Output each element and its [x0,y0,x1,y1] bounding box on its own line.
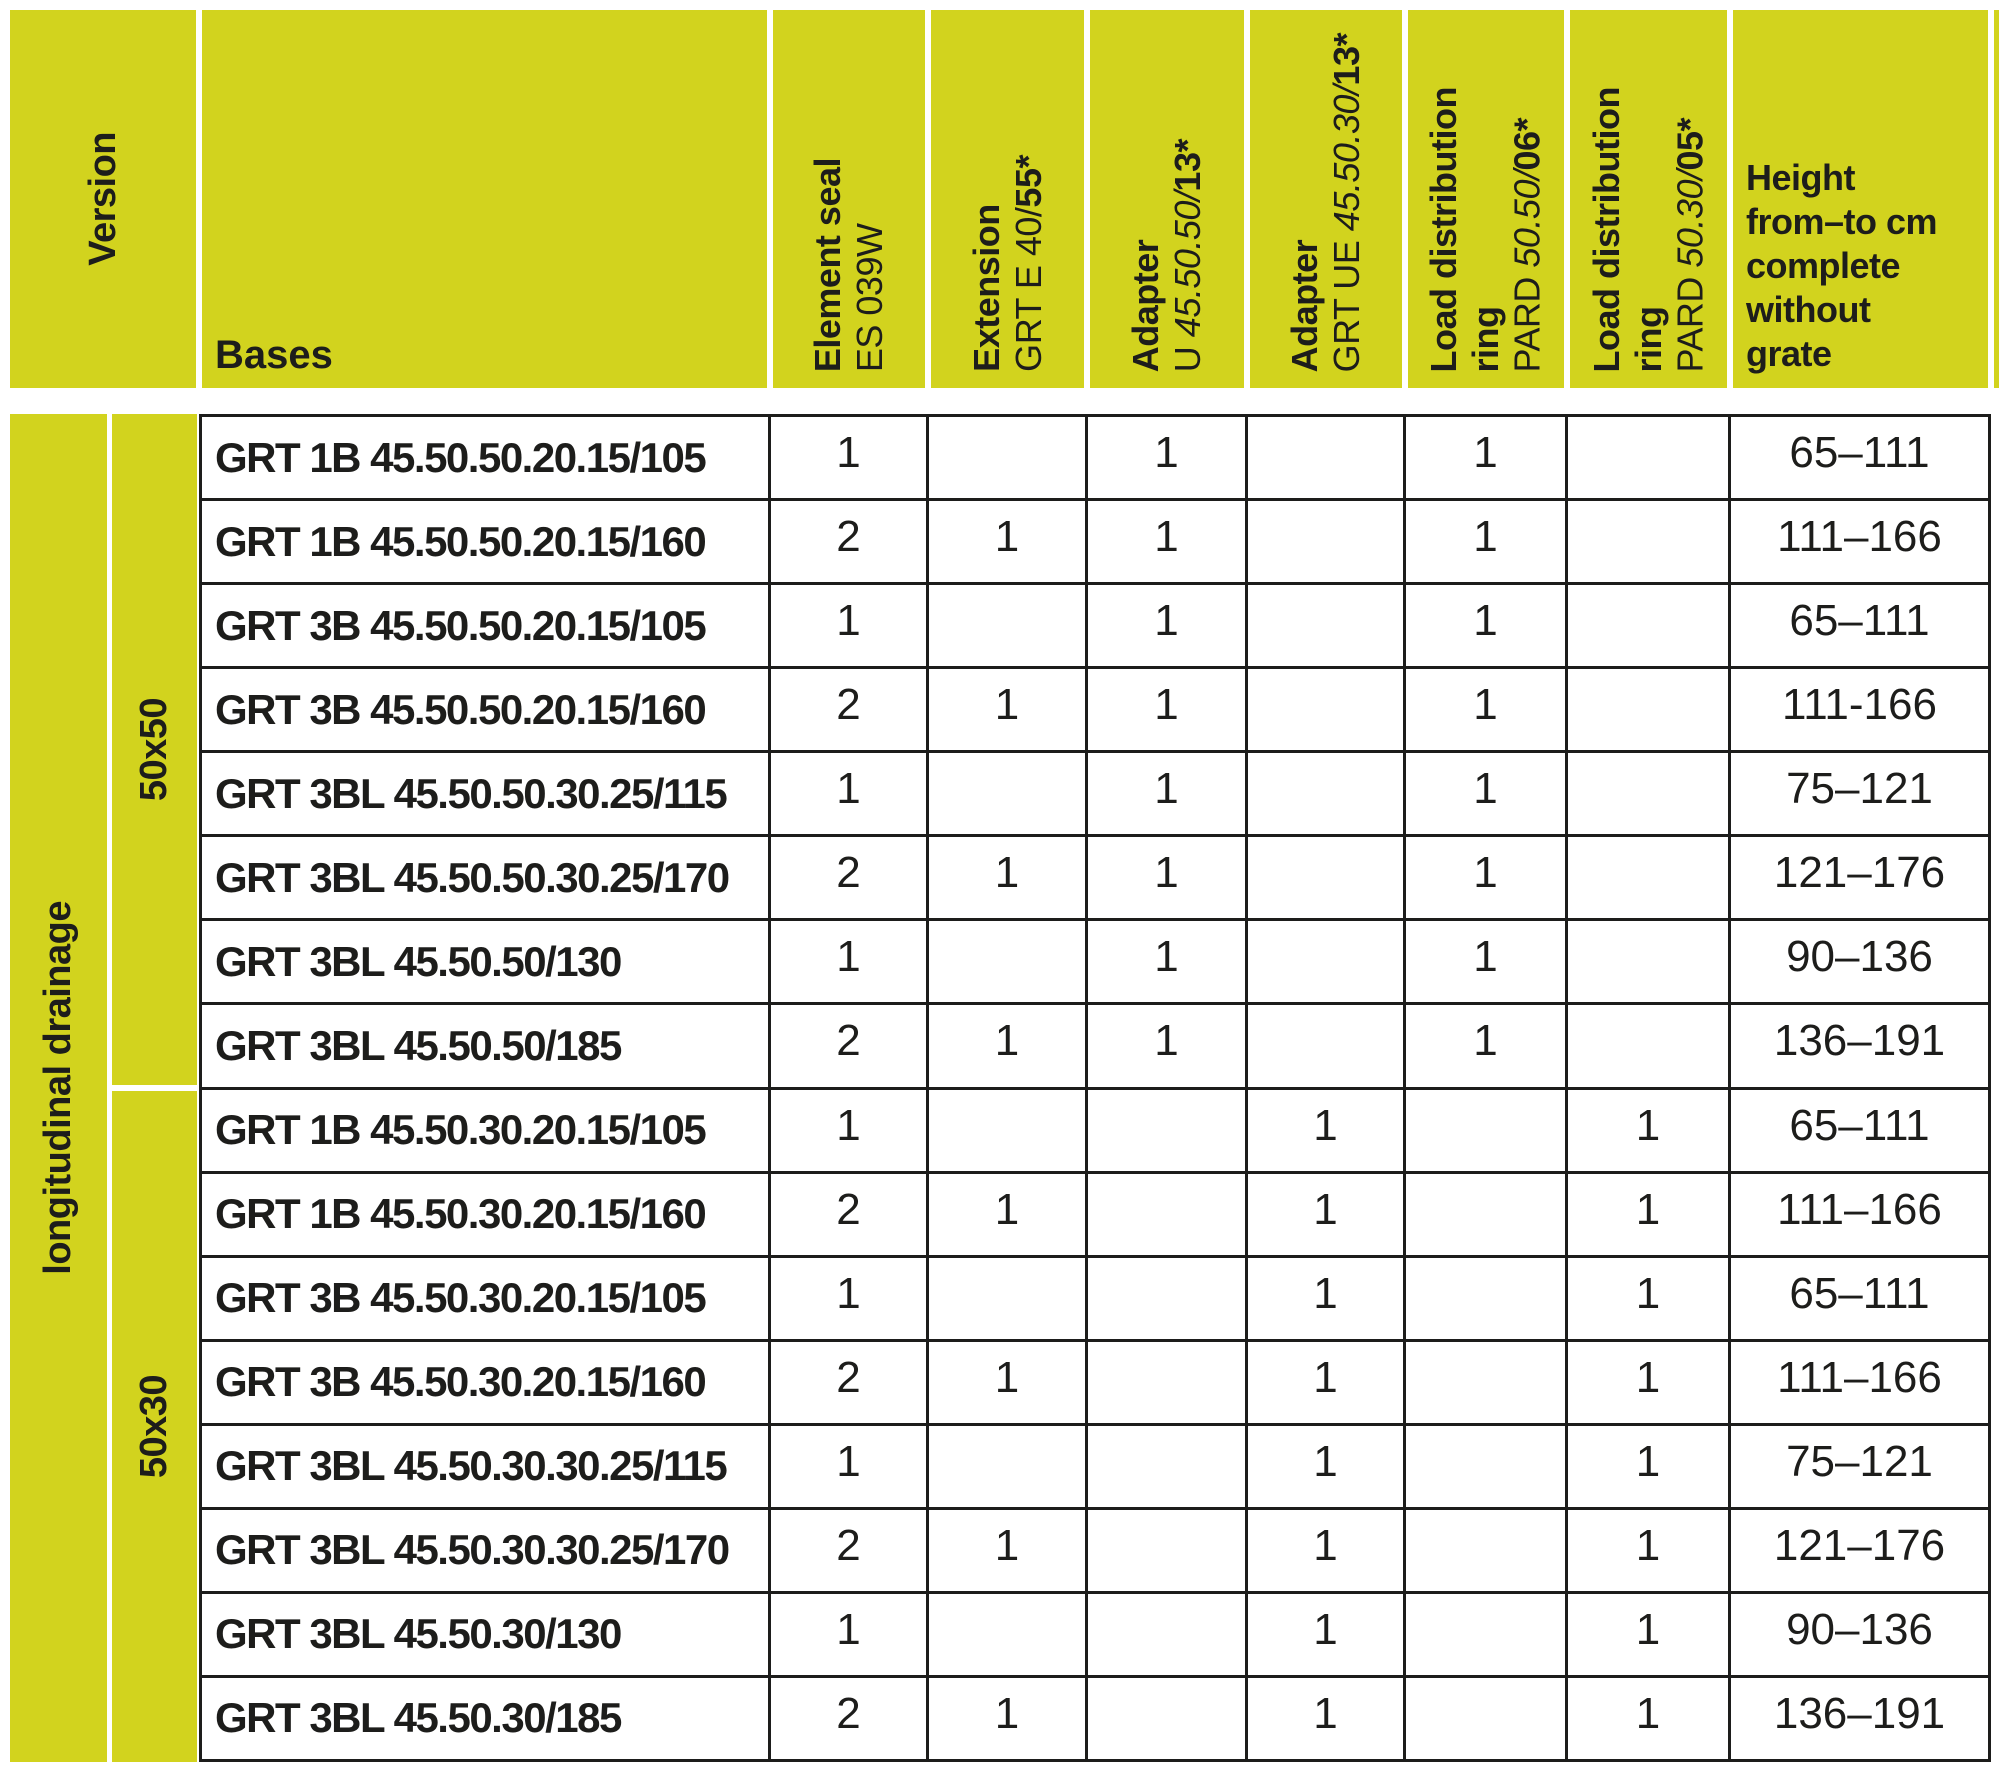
column-header-element-seal [773,10,925,388]
element-seal-qty-cell: 2 [771,669,926,750]
adapter-ue-qty-cell: 1 [1248,1258,1403,1339]
height-range-cell: 121–176 [1731,837,1988,918]
adapter-ue-qty-cell [1248,417,1403,498]
load-ring-5050-qty-cell [1406,1594,1565,1675]
extension-qty-cell [929,1090,1085,1171]
load-ring-5030-qty-cell [1568,921,1728,1002]
element-seal-qty-cell: 1 [771,1258,926,1339]
bases-cell: GRT 3BL 45.50.30.30.25/115 [202,1426,768,1507]
adapter-ue-qty-cell: 1 [1248,1342,1403,1423]
column-header-adapter-ue [1250,10,1402,388]
element-seal-label: Element seal ES 039W [807,157,890,372]
column-header-load-ring-5050 [1408,10,1564,388]
adapter-u-qty-cell [1088,1678,1245,1759]
product-table [199,414,1991,1762]
adapter-u-qty-cell [1088,1426,1245,1507]
load-ring-5030-qty-cell: 1 [1568,1426,1728,1507]
element-seal-qty-cell: 1 [771,921,926,1002]
element-seal-qty-cell: 2 [771,1678,926,1759]
bases-cell: GRT 1B 45.50.30.20.15/105 [202,1090,768,1171]
adapter-u-qty-cell: 1 [1088,417,1245,498]
bases-cell: GRT 1B 45.50.50.20.15/105 [202,417,768,498]
adapter-u-qty-cell [1088,1258,1245,1339]
height-range-cell: 65–111 [1731,585,1988,666]
bases-header-cell [202,10,767,388]
bases-cell: GRT 3BL 45.50.50.30.25/115 [202,753,768,834]
bases-cell: GRT 3BL 45.50.50/130 [202,921,768,1002]
element-seal-qty-cell: 2 [771,837,926,918]
load-ring-5050-qty-cell [1406,1258,1565,1339]
column-header-height [1733,10,1988,388]
load-ring-5030-qty-cell [1568,501,1728,582]
element-seal-qty-cell: 1 [771,1594,926,1675]
bases-cell: GRT 3BL 45.50.30/185 [202,1678,768,1759]
adapter-u-qty-cell: 1 [1088,669,1245,750]
bases-cell: GRT 3BL 45.50.30.30.25/170 [202,1510,768,1591]
load-ring-5050-qty-cell: 1 [1406,1005,1565,1086]
load-ring-5050-qty-cell: 1 [1406,501,1565,582]
extension-qty-cell: 1 [929,1174,1085,1255]
load-ring-5050-qty-cell: 1 [1406,669,1565,750]
extension-qty-cell [929,417,1085,498]
adapter-u-qty-cell: 1 [1088,837,1245,918]
height-range-cell: 111–166 [1731,501,1988,582]
element-seal-qty-cell: 1 [771,417,926,498]
extension-qty-cell [929,1258,1085,1339]
adapter-ue-qty-cell [1248,753,1403,834]
load-ring-5050-qty-cell [1406,1174,1565,1255]
extension-qty-cell: 1 [929,669,1085,750]
bases-cell: GRT 3BL 45.50.50.30.25/170 [202,837,768,918]
load-ring-5030-qty-cell [1568,1005,1728,1086]
adapter-u-label: Adapter U 45.50.50/13* [1125,138,1208,372]
group-cell-50x50 [112,414,197,1085]
group-cell-50x30 [112,1091,197,1762]
extension-qty-cell: 1 [929,501,1085,582]
side-label: longitudinal drainage [37,901,80,1275]
load-ring-5030-qty-cell [1568,417,1728,498]
bases-label: Bases [215,333,333,377]
adapter-ue-qty-cell: 1 [1248,1090,1403,1171]
height-range-cell: 90–136 [1731,1594,1988,1675]
adapter-u-qty-cell: 1 [1088,921,1245,1002]
adapter-ue-qty-cell [1248,585,1403,666]
element-seal-qty-cell: 2 [771,501,926,582]
adapter-ue-qty-cell [1248,501,1403,582]
height-range-cell: 111–166 [1731,1174,1988,1255]
load-ring-5030-qty-cell: 1 [1568,1678,1728,1759]
height-range-cell: 136–191 [1731,1005,1988,1086]
load-ring-5050-label: Load distribution ring PARD 50.50/06* [1423,86,1548,372]
element-seal-qty-cell: 1 [771,1090,926,1171]
extension-qty-cell [929,921,1085,1002]
extension-qty-cell: 1 [929,1678,1085,1759]
height-range-cell: 121–176 [1731,1510,1988,1591]
adapter-u-qty-cell [1088,1342,1245,1423]
column-header-load-ring-5030 [1570,10,1727,388]
group-label-50x50: 50x50 [133,697,176,802]
extension-qty-cell: 1 [929,837,1085,918]
height-range-cell: 111-166 [1731,669,1988,750]
load-ring-5030-qty-cell [1568,753,1728,834]
load-ring-5050-qty-cell [1406,1678,1565,1759]
bases-cell: GRT 3B 45.50.50.20.15/160 [202,669,768,750]
load-ring-5030-qty-cell: 1 [1568,1174,1728,1255]
element-seal-qty-cell: 1 [771,753,926,834]
adapter-ue-qty-cell: 1 [1248,1426,1403,1507]
load-ring-5030-qty-cell: 1 [1568,1594,1728,1675]
height-range-cell: 136–191 [1731,1678,1988,1759]
header-cutoff-sliver [1994,10,1999,388]
bases-cell: GRT 3B 45.50.50.20.15/105 [202,585,768,666]
adapter-ue-qty-cell: 1 [1248,1510,1403,1591]
bases-cell: GRT 3B 45.50.30.20.15/105 [202,1258,768,1339]
adapter-ue-qty-cell [1248,921,1403,1002]
height-range-cell: 65–111 [1731,417,1988,498]
element-seal-qty-cell: 1 [771,585,926,666]
load-ring-5050-qty-cell: 1 [1406,417,1565,498]
load-ring-5050-qty-cell [1406,1426,1565,1507]
bases-cell: GRT 1B 45.50.50.20.15/160 [202,501,768,582]
load-ring-5050-qty-cell [1406,1090,1565,1171]
adapter-u-qty-cell: 1 [1088,753,1245,834]
adapter-ue-qty-cell [1248,837,1403,918]
adapter-u-qty-cell: 1 [1088,501,1245,582]
adapter-u-qty-cell: 1 [1088,585,1245,666]
height-range-cell: 75–121 [1731,753,1988,834]
height-range-cell: 75–121 [1731,1426,1988,1507]
element-seal-qty-cell: 2 [771,1174,926,1255]
height-range-cell: 65–111 [1731,1258,1988,1339]
bases-cell: GRT 3BL 45.50.50/185 [202,1005,768,1086]
extension-qty-cell [929,1594,1085,1675]
bases-cell: GRT 3B 45.50.30.20.15/160 [202,1342,768,1423]
extension-qty-cell [929,753,1085,834]
extension-qty-cell: 1 [929,1005,1085,1086]
bases-cell: GRT 1B 45.50.30.20.15/160 [202,1174,768,1255]
adapter-ue-qty-cell [1248,669,1403,750]
load-ring-5030-qty-cell: 1 [1568,1090,1728,1171]
adapter-ue-qty-cell: 1 [1248,1594,1403,1675]
height-range-cell: 90–136 [1731,921,1988,1002]
extension-qty-cell [929,585,1085,666]
bases-cell: GRT 3BL 45.50.30/130 [202,1594,768,1675]
adapter-u-qty-cell [1088,1510,1245,1591]
extension-qty-cell [929,1426,1085,1507]
adapter-ue-qty-cell: 1 [1248,1678,1403,1759]
element-seal-qty-cell: 2 [771,1342,926,1423]
load-ring-5050-qty-cell [1406,1510,1565,1591]
load-ring-5030-qty-cell [1568,585,1728,666]
column-header-adapter-u [1090,10,1244,388]
load-ring-5030-qty-cell: 1 [1568,1342,1728,1423]
group-label-50x30: 50x30 [133,1374,176,1479]
adapter-u-qty-cell [1088,1594,1245,1675]
load-ring-5030-qty-cell [1568,837,1728,918]
extension-qty-cell: 1 [929,1510,1085,1591]
adapter-u-qty-cell [1088,1090,1245,1171]
extension-qty-cell: 1 [929,1342,1085,1423]
element-seal-qty-cell: 2 [771,1005,926,1086]
height-range-cell: 65–111 [1731,1090,1988,1171]
adapter-ue-label: Adapter GRT UE 45.50.30/13* [1284,32,1367,372]
extension-label: Extension GRT E 40/55* [965,155,1049,372]
adapter-ue-qty-cell [1248,1005,1403,1086]
load-ring-5030-label: Load distribution ring PARD 50.30/05* [1585,86,1711,372]
version-label: Version [81,132,124,266]
load-ring-5030-qty-cell: 1 [1568,1258,1728,1339]
element-seal-qty-cell: 2 [771,1510,926,1591]
height-header-label: Height from–to cm complete without grate [1746,157,1938,375]
version-header-cell [10,10,196,388]
load-ring-5050-qty-cell: 1 [1406,753,1565,834]
element-seal-qty-cell: 1 [771,1426,926,1507]
side-label-cell [10,414,107,1762]
load-ring-5050-qty-cell [1406,1342,1565,1423]
load-ring-5050-qty-cell: 1 [1406,921,1565,1002]
column-header-extension [931,10,1084,388]
adapter-u-qty-cell [1088,1174,1245,1255]
adapter-ue-qty-cell: 1 [1248,1174,1403,1255]
load-ring-5030-qty-cell: 1 [1568,1510,1728,1591]
load-ring-5030-qty-cell [1568,669,1728,750]
load-ring-5050-qty-cell: 1 [1406,585,1565,666]
load-ring-5050-qty-cell: 1 [1406,837,1565,918]
height-range-cell: 111–166 [1731,1342,1988,1423]
adapter-u-qty-cell: 1 [1088,1005,1245,1086]
